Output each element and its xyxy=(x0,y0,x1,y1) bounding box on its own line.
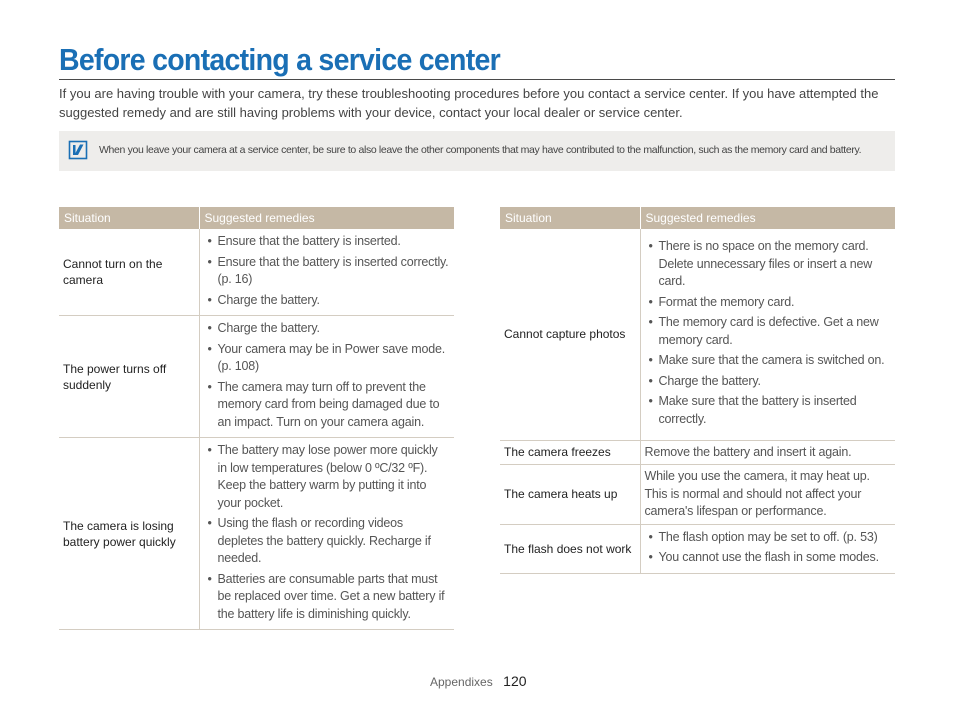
remedy-cell xyxy=(640,440,895,465)
troubleshooting-table-left xyxy=(59,207,454,630)
table-row xyxy=(59,316,454,438)
note-pencil-icon xyxy=(68,140,88,160)
remedy-item: • Format the memory card. xyxy=(645,294,892,312)
situation-cell: Cannot turn on the camera xyxy=(59,229,199,316)
note-box xyxy=(59,131,895,171)
table-row xyxy=(59,229,454,316)
header-situation: Situation xyxy=(59,207,199,229)
remedy-item: • The flash option may be set to off. (p. 53) xyxy=(645,529,892,547)
remedy-item: • The memory card is defective. Get a new memory card. xyxy=(645,314,892,349)
remedy-item: • Make sure that the battery is inserted correctly. xyxy=(645,393,892,428)
remedy-item: • Batteries are consumable parts that must be replaced over time. Get a new battery if the battery life is diminishing quickly. xyxy=(204,571,451,624)
table-header-row xyxy=(59,207,454,229)
header-suggested-remedies: Suggested remedies xyxy=(199,207,454,229)
remedy-item: • There is no space on the memory card. Delete unnecessary files or insert a new card. xyxy=(645,238,892,291)
footer-section-label: Appendixes xyxy=(430,675,493,689)
remedy-item: • Your camera may be in Power save mode. (p. 108) xyxy=(204,341,451,376)
situation-cell: The flash does not work xyxy=(500,524,640,573)
table-row xyxy=(500,440,895,465)
remedy-list xyxy=(645,238,892,428)
header-suggested-remedies: Suggested remedies xyxy=(640,207,895,229)
situation-cell: Cannot capture photos xyxy=(500,229,640,440)
remedy-text: Remove the battery and insert it again. xyxy=(644,444,852,459)
header-situation: Situation xyxy=(500,207,640,229)
remedy-item: • Make sure that the camera is switched on. xyxy=(645,352,892,370)
situation-cell: The camera heats up xyxy=(500,465,640,525)
note-text: When you leave your camera at a service center, be sure to also leave the other components that may have contributed to the malfunction, such as the memory card and battery. xyxy=(99,144,862,156)
situation-cell: The power turns off suddenly xyxy=(59,316,199,438)
remedy-item: • Charge the battery. xyxy=(204,320,451,338)
remedy-cell xyxy=(199,438,454,630)
remedy-list xyxy=(204,320,451,431)
remedy-cell xyxy=(640,465,895,525)
remedy-cell xyxy=(199,316,454,438)
remedy-item: • The battery may lose power more quickly in low temperatures (below 0 ºC/32 ºF). Keep the battery warm by putting it into your pocket. xyxy=(204,442,451,512)
situation-cell: The camera freezes xyxy=(500,440,640,465)
remedy-item: • You cannot use the flash in some modes. xyxy=(645,549,892,567)
troubleshooting-table-right xyxy=(500,207,895,574)
remedy-item: • Ensure that the battery is inserted correctly. (p. 16) xyxy=(204,254,451,289)
table-row xyxy=(500,524,895,573)
situation-cell: The camera is losing battery power quickly xyxy=(59,438,199,630)
intro-paragraph: If you are having trouble with your camera, try these troubleshooting procedures before you contact a service center. If you have attempted the suggested remedy and are still having problems with your device, contact your local dealer or service center. xyxy=(59,86,879,120)
table-header-row xyxy=(500,207,895,229)
remedy-cell xyxy=(640,524,895,573)
remedy-cell xyxy=(640,229,895,440)
page-footer xyxy=(430,673,527,691)
title-divider xyxy=(59,79,895,80)
remedy-item: • Using the flash or recording videos depletes the battery quickly. Recharge if needed. xyxy=(204,515,451,568)
table-row xyxy=(59,438,454,630)
remedy-list xyxy=(204,233,451,309)
remedy-cell xyxy=(199,229,454,316)
remedy-list xyxy=(204,442,451,623)
page-number: 120 xyxy=(503,673,527,689)
remedy-text: While you use the camera, it may heat up. This is normal and should not affect your camera's lifespan or performance. xyxy=(644,469,870,518)
page-title: Before contacting a service center xyxy=(59,42,500,77)
remedy-item: • Charge the battery. xyxy=(204,292,451,310)
remedy-item: • Charge the battery. xyxy=(645,373,892,391)
table-row xyxy=(500,465,895,525)
table-row xyxy=(500,229,895,440)
remedy-item: • The camera may turn off to prevent the memory card from being damaged due to an impact. Turn on your camera again. xyxy=(204,379,451,432)
remedy-item: • Ensure that the battery is inserted. xyxy=(204,233,451,251)
remedy-list xyxy=(645,529,892,567)
